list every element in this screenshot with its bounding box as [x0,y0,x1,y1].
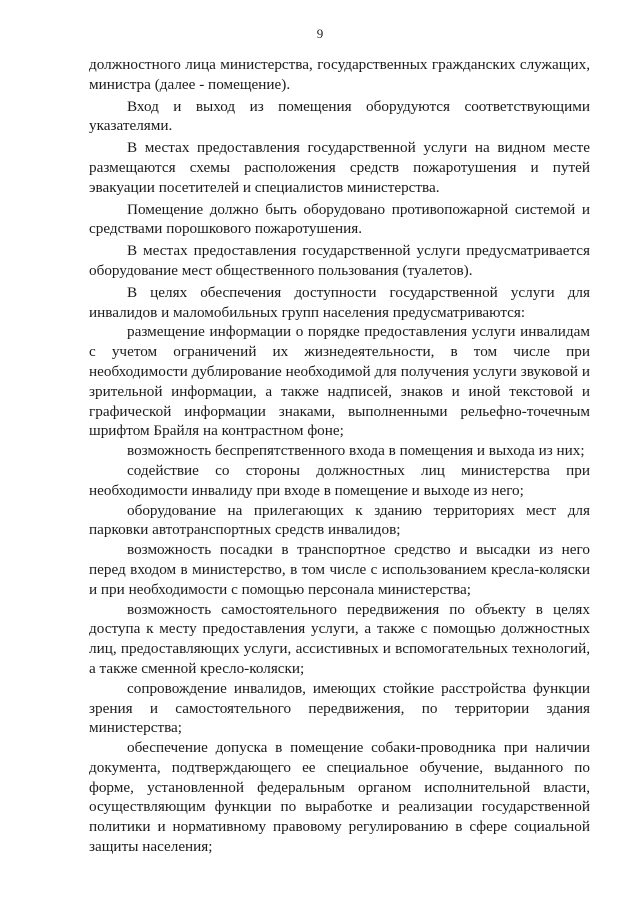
document-body [89,55,590,857]
list-item: оборудование на прилегающих к зданию территориях мест для парковки автотранспортных средств инвалидов; [89,501,590,539]
list-item: обеспечение допуска в помещение собаки-проводника при наличии документа, подтверждающего ее специальное обучение, выданного по форме, установленной федеральным органом исполнительной власти, осуществляющим функции по выработке и реализации государственной политики и нормативному правовому регулированию в сфере социальной защиты населения; [89,739,590,856]
paragraph: должностного лица министерства, государственных гражданских служащих, министра (далее - помещение). [89,56,590,93]
paragraph: Вход и выход из помещения оборудуются соответствующими указателями. [89,97,590,135]
page-number: 9 [316,26,324,41]
list-item: возможность беспрепятственного входа в помещения и выхода из них; [127,442,585,460]
list-item: сопровождение инвалидов, имеющих стойкие расстройства функции зрения и самостоятельного передвижения, по территории здания министерства; [89,679,590,737]
paragraph: В местах предоставления государственной услуги на видном месте размещаются схемы расположения средств пожаротушения и путей эвакуации посетителей и специалистов министерства. [89,139,590,196]
list-item: содействие со стороны должностных лиц министерства при необходимости инвалиду при входе в помещение и выходе из него; [89,461,590,499]
list-item: размещение информации о порядке предоставления услуги инвалидам с учетом ограничений их жизнедеятельности, в том числе при необходимости дублирование необходимой для получения услуги звуковой и зрительной информации, а также надписей, знаков и иной текстовой и графической информации знаками, выполненными рельефно-точечным шрифтом Брайля на контрастном фоне; [89,323,590,440]
list-item: возможность посадки в транспортное средство и высадки из него перед входом в министерство, в том числе с использованием кресла-коляски и при необходимости с помощью персонала министерства; [89,541,590,598]
paragraph: В целях обеспечения доступности государственной услуги для инвалидов и маломобильных групп населения предусматриваются: [89,283,590,321]
paragraph: В местах предоставления государственной услуги предусматривается оборудование мест общественного пользования (туалетов). [89,242,590,279]
paragraph: Помещение должно быть оборудовано противопожарной системой и средствами порошкового пожаротушения. [89,200,590,238]
list-item: возможность самостоятельного передвижения по объекту в целях доступа к месту предоставления услуги, а также с помощью должностных лиц, предоставляющих услуги, ассистивных и вспомогательных технологий, а также сменной кресло-коляски; [89,600,590,677]
